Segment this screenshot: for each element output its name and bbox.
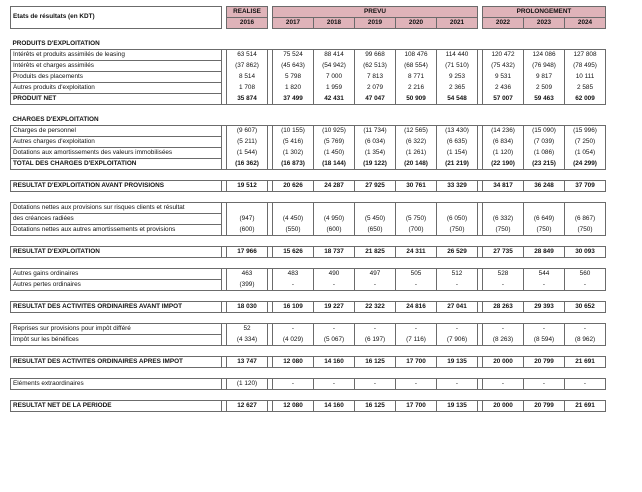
value-cell: 99 668	[355, 50, 396, 61]
value-cell: (78 495)	[565, 61, 606, 72]
value-cell: -	[355, 280, 396, 291]
year-header: 2019	[355, 18, 396, 29]
value-cell: -	[396, 324, 437, 335]
value-cell: -	[273, 379, 314, 390]
value-cell: (6 050)	[437, 214, 478, 225]
value-cell: (6 635)	[437, 137, 478, 148]
value-cell: 37 499	[273, 94, 314, 105]
value-cell: -	[565, 324, 606, 335]
row-label: Eléments extraordinaires	[11, 379, 222, 390]
value-cell: 34 817	[483, 181, 524, 192]
value-cell: 37 709	[565, 181, 606, 192]
value-cell: 17 700	[396, 401, 437, 412]
value-cell: -	[396, 379, 437, 390]
value-cell: 21 691	[565, 357, 606, 368]
value-cell: (8 962)	[565, 335, 606, 346]
table-row	[11, 401, 606, 412]
value-cell: 20 000	[483, 357, 524, 368]
value-cell: -	[565, 379, 606, 390]
row-label: RESULTAT NET DE LA PERIODE	[11, 401, 222, 412]
row-label: Produits des placements	[11, 72, 222, 83]
value-cell: (750)	[524, 225, 565, 236]
value-cell: (650)	[355, 225, 396, 236]
value-cell: 9 253	[437, 72, 478, 83]
value-cell: (1 544)	[227, 148, 268, 159]
year-header: 2018	[314, 18, 355, 29]
value-cell: (68 554)	[396, 61, 437, 72]
value-cell: (54 942)	[314, 61, 355, 72]
value-cell: (1 154)	[437, 148, 478, 159]
year-header: 2021	[437, 18, 478, 29]
value-cell: 50 909	[396, 94, 437, 105]
value-cell: 18 030	[227, 302, 268, 313]
value-cell: 30 093	[565, 247, 606, 258]
value-cell: 2 585	[565, 83, 606, 94]
year-header: 2023	[524, 18, 565, 29]
value-cell: 12 080	[273, 401, 314, 412]
value-cell: (14 236)	[483, 126, 524, 137]
value-cell: 124 086	[524, 50, 565, 61]
value-cell: (947)	[227, 214, 268, 225]
value-cell: (7 906)	[437, 335, 478, 346]
table-row	[11, 83, 606, 94]
row-label: RESULTAT DES ACTIVITES ORDINAIRES AVANT IMPOT	[11, 302, 222, 313]
value-cell: (6 332)	[483, 214, 524, 225]
value-cell: 2 079	[355, 83, 396, 94]
value-cell: (1 120)	[227, 379, 268, 390]
table-row	[11, 302, 606, 313]
value-cell: 75 524	[273, 50, 314, 61]
table-row	[11, 214, 606, 225]
table-row	[11, 203, 606, 214]
value-cell: (18 144)	[314, 159, 355, 170]
value-cell: (13 430)	[437, 126, 478, 137]
value-cell: (21 219)	[437, 159, 478, 170]
table-row	[11, 247, 606, 258]
value-cell: (750)	[483, 225, 524, 236]
table-row	[11, 357, 606, 368]
value-cell: 29 393	[524, 302, 565, 313]
value-cell: 63 514	[227, 50, 268, 61]
row-label: Dotations nettes aux provisions sur risques clients et résultat	[11, 203, 222, 214]
table-row	[11, 115, 606, 126]
year-header: 2024	[565, 18, 606, 29]
value-cell: (1 354)	[355, 148, 396, 159]
value-cell	[396, 203, 437, 214]
value-cell: (4 950)	[314, 214, 355, 225]
value-cell: (75 432)	[483, 61, 524, 72]
value-cell: -	[273, 324, 314, 335]
row-label: Autres charges d'exploitation	[11, 137, 222, 148]
table-row	[11, 148, 606, 159]
value-cell: (10 925)	[314, 126, 355, 137]
value-cell: (16 362)	[227, 159, 268, 170]
table-row	[11, 225, 606, 236]
value-cell: (22 190)	[483, 159, 524, 170]
value-cell: 17 700	[396, 357, 437, 368]
table-row	[11, 379, 606, 390]
row-label: des créances radiées	[11, 214, 222, 225]
value-cell: 28 263	[483, 302, 524, 313]
value-cell: -	[524, 379, 565, 390]
value-cell: 2 216	[396, 83, 437, 94]
value-cell: (24 299)	[565, 159, 606, 170]
row-label: RESULTAT DES ACTIVITES ORDINAIRES APRES IMPOT	[11, 357, 222, 368]
value-cell: 54 548	[437, 94, 478, 105]
value-cell: (750)	[565, 225, 606, 236]
value-cell: (20 148)	[396, 159, 437, 170]
value-cell: (750)	[437, 225, 478, 236]
value-cell: (1 086)	[524, 148, 565, 159]
value-cell: 24 816	[396, 302, 437, 313]
value-cell: 528	[483, 269, 524, 280]
value-cell: 19 135	[437, 357, 478, 368]
value-cell: (1 450)	[314, 148, 355, 159]
value-cell: 108 476	[396, 50, 437, 61]
table-row	[11, 94, 606, 105]
value-cell: 30 761	[396, 181, 437, 192]
value-cell	[565, 203, 606, 214]
row-label: Autres produits d'exploitation	[11, 83, 222, 94]
value-cell: 19 135	[437, 401, 478, 412]
value-cell: 21 691	[565, 401, 606, 412]
value-cell: 33 329	[437, 181, 478, 192]
value-cell: 560	[565, 269, 606, 280]
value-cell: (71 510)	[437, 61, 478, 72]
table-row	[11, 137, 606, 148]
value-cell: 22 322	[355, 302, 396, 313]
row-label: Autres pertes ordinaires	[11, 280, 222, 291]
value-cell: (5 750)	[396, 214, 437, 225]
row-label: RESULTAT D'EXPLOITATION	[11, 247, 222, 258]
value-cell: -	[483, 379, 524, 390]
year-header: 2017	[273, 18, 314, 29]
value-cell: 14 160	[314, 357, 355, 368]
value-cell: (600)	[227, 225, 268, 236]
value-cell: (6 834)	[483, 137, 524, 148]
row-label: Autres gains ordinaires	[11, 269, 222, 280]
row-label: TOTAL DES CHARGES D'EXPLOITATION	[11, 159, 222, 170]
value-cell: 15 626	[273, 247, 314, 258]
value-cell: 35 874	[227, 94, 268, 105]
value-cell: 483	[273, 269, 314, 280]
value-cell: 20 626	[273, 181, 314, 192]
table-row	[11, 324, 606, 335]
value-cell: -	[483, 324, 524, 335]
value-cell: (4 450)	[273, 214, 314, 225]
table-row	[11, 269, 606, 280]
value-cell: (6 197)	[355, 335, 396, 346]
value-cell: (7 116)	[396, 335, 437, 346]
value-cell: (399)	[227, 280, 268, 291]
value-cell: 120 472	[483, 50, 524, 61]
value-cell: (16 873)	[273, 159, 314, 170]
value-cell	[483, 203, 524, 214]
value-cell: 57 007	[483, 94, 524, 105]
value-cell: (19 122)	[355, 159, 396, 170]
value-cell: (5 067)	[314, 335, 355, 346]
value-cell: -	[273, 280, 314, 291]
row-label: Intérêts et produits assimilés de leasing	[11, 50, 222, 61]
value-cell: 2 436	[483, 83, 524, 94]
value-cell: 19 512	[227, 181, 268, 192]
value-cell: -	[437, 379, 478, 390]
value-cell: 27 041	[437, 302, 478, 313]
value-cell: (62 513)	[355, 61, 396, 72]
value-cell: (700)	[396, 225, 437, 236]
row-label: RESULTAT D'EXPLOITATION AVANT PROVISIONS	[11, 181, 222, 192]
value-cell: -	[437, 324, 478, 335]
year-header: 2016	[227, 18, 268, 29]
value-cell: 1 820	[273, 83, 314, 94]
value-cell: 20 799	[524, 357, 565, 368]
row-label: Charges de personnel	[11, 126, 222, 137]
value-cell: (8 594)	[524, 335, 565, 346]
row-label: Reprises sur provisions pour impôt différé	[11, 324, 222, 335]
value-cell: 2 509	[524, 83, 565, 94]
value-cell: 27 735	[483, 247, 524, 258]
value-cell: 12 080	[273, 357, 314, 368]
value-cell: 42 431	[314, 94, 355, 105]
value-cell: 8 771	[396, 72, 437, 83]
value-cell: (8 263)	[483, 335, 524, 346]
row-label: PRODUITS D'EXPLOITATION	[12, 39, 100, 47]
value-cell: (5 211)	[227, 137, 268, 148]
value-cell: -	[314, 324, 355, 335]
value-cell: (15 996)	[565, 126, 606, 137]
value-cell	[437, 203, 478, 214]
value-cell: -	[314, 280, 355, 291]
value-cell: 59 463	[524, 94, 565, 105]
year-header: 2020	[396, 18, 437, 29]
row-label: CHARGES D'EXPLOITATION	[12, 115, 99, 123]
value-cell: (6 034)	[355, 137, 396, 148]
value-cell: 9 817	[524, 72, 565, 83]
value-cell: 19 227	[314, 302, 355, 313]
table-row	[11, 280, 606, 291]
value-cell: (550)	[273, 225, 314, 236]
value-cell: (6 322)	[396, 137, 437, 148]
value-cell: 26 529	[437, 247, 478, 258]
value-cell	[227, 203, 268, 214]
value-cell: (1 120)	[483, 148, 524, 159]
value-cell: (4 334)	[227, 335, 268, 346]
table-row	[11, 181, 606, 192]
value-cell: 52	[227, 324, 268, 335]
value-cell: 1 959	[314, 83, 355, 94]
value-cell: 12 627	[227, 401, 268, 412]
value-cell: 30 652	[565, 302, 606, 313]
value-cell: (5 769)	[314, 137, 355, 148]
value-cell: (11 734)	[355, 126, 396, 137]
value-cell	[314, 203, 355, 214]
value-cell: 497	[355, 269, 396, 280]
value-cell: -	[314, 379, 355, 390]
value-cell: 14 160	[314, 401, 355, 412]
value-cell: 24 311	[396, 247, 437, 258]
value-cell: 20 799	[524, 401, 565, 412]
value-cell: 512	[437, 269, 478, 280]
value-cell: 10 111	[565, 72, 606, 83]
table-row	[11, 61, 606, 72]
value-cell	[524, 203, 565, 214]
value-cell: (7 039)	[524, 137, 565, 148]
value-cell: 28 849	[524, 247, 565, 258]
row-label: Intérêts et charges assimilés	[11, 61, 222, 72]
value-cell: 13 747	[227, 357, 268, 368]
value-cell: 114 440	[437, 50, 478, 61]
value-cell: -	[355, 324, 396, 335]
value-cell: 24 287	[314, 181, 355, 192]
table-row	[11, 50, 606, 61]
value-cell: 16 125	[355, 357, 396, 368]
value-cell: 1 708	[227, 83, 268, 94]
table-row	[11, 72, 606, 83]
value-cell: 18 737	[314, 247, 355, 258]
value-cell: -	[524, 324, 565, 335]
value-cell: (7 250)	[565, 137, 606, 148]
value-cell: 7 000	[314, 72, 355, 83]
value-cell: 7 813	[355, 72, 396, 83]
phase-prolongement: PROLONGEMENT	[483, 7, 606, 18]
value-cell: -	[396, 280, 437, 291]
value-cell: (45 643)	[273, 61, 314, 72]
value-cell: (1 302)	[273, 148, 314, 159]
income-statement-table	[10, 6, 606, 412]
value-cell: 36 248	[524, 181, 565, 192]
value-cell: 21 825	[355, 247, 396, 258]
value-cell: 17 966	[227, 247, 268, 258]
value-cell: 127 808	[565, 50, 606, 61]
table-title: Etats de résultats (en KDT)	[11, 7, 222, 29]
value-cell: 463	[227, 269, 268, 280]
value-cell: -	[483, 280, 524, 291]
value-cell: (4 029)	[273, 335, 314, 346]
value-cell: 5 798	[273, 72, 314, 83]
phase-prevu: PREVU	[273, 7, 478, 18]
value-cell: -	[565, 280, 606, 291]
table-row	[11, 335, 606, 346]
value-cell: 16 125	[355, 401, 396, 412]
row-label: Dotations nettes aux autres amortissements et provisions	[11, 225, 222, 236]
value-cell: 544	[524, 269, 565, 280]
table-row	[11, 159, 606, 170]
phase-realise: REALISE	[227, 7, 268, 18]
value-cell	[273, 203, 314, 214]
value-cell: (76 948)	[524, 61, 565, 72]
value-cell: 505	[396, 269, 437, 280]
row-label: PRODUIT NET	[11, 94, 222, 105]
value-cell: (1 054)	[565, 148, 606, 159]
value-cell: 2 365	[437, 83, 478, 94]
row-label: Dotations aux amortissements des valeurs immobilisées	[11, 148, 222, 159]
value-cell: 9 531	[483, 72, 524, 83]
value-cell: 27 925	[355, 181, 396, 192]
row-label: Impôt sur les bénéfices	[11, 335, 222, 346]
value-cell: (5 416)	[273, 137, 314, 148]
value-cell: (5 450)	[355, 214, 396, 225]
value-cell: (15 090)	[524, 126, 565, 137]
year-header: 2022	[483, 18, 524, 29]
value-cell: 16 109	[273, 302, 314, 313]
table-row	[11, 39, 606, 50]
value-cell: 490	[314, 269, 355, 280]
value-cell: (10 155)	[273, 126, 314, 137]
value-cell: 88 414	[314, 50, 355, 61]
value-cell	[355, 203, 396, 214]
value-cell: (1 261)	[396, 148, 437, 159]
value-cell: (12 565)	[396, 126, 437, 137]
value-cell: -	[437, 280, 478, 291]
value-cell: -	[355, 379, 396, 390]
value-cell: 62 009	[565, 94, 606, 105]
value-cell: -	[524, 280, 565, 291]
header-phase-row	[11, 7, 606, 18]
table-row	[11, 126, 606, 137]
value-cell: (9 607)	[227, 126, 268, 137]
value-cell: (6 649)	[524, 214, 565, 225]
value-cell: (23 215)	[524, 159, 565, 170]
value-cell: (6 867)	[565, 214, 606, 225]
value-cell: (37 862)	[227, 61, 268, 72]
value-cell: 47 047	[355, 94, 396, 105]
value-cell: 8 514	[227, 72, 268, 83]
value-cell: (600)	[314, 225, 355, 236]
value-cell: 20 000	[483, 401, 524, 412]
